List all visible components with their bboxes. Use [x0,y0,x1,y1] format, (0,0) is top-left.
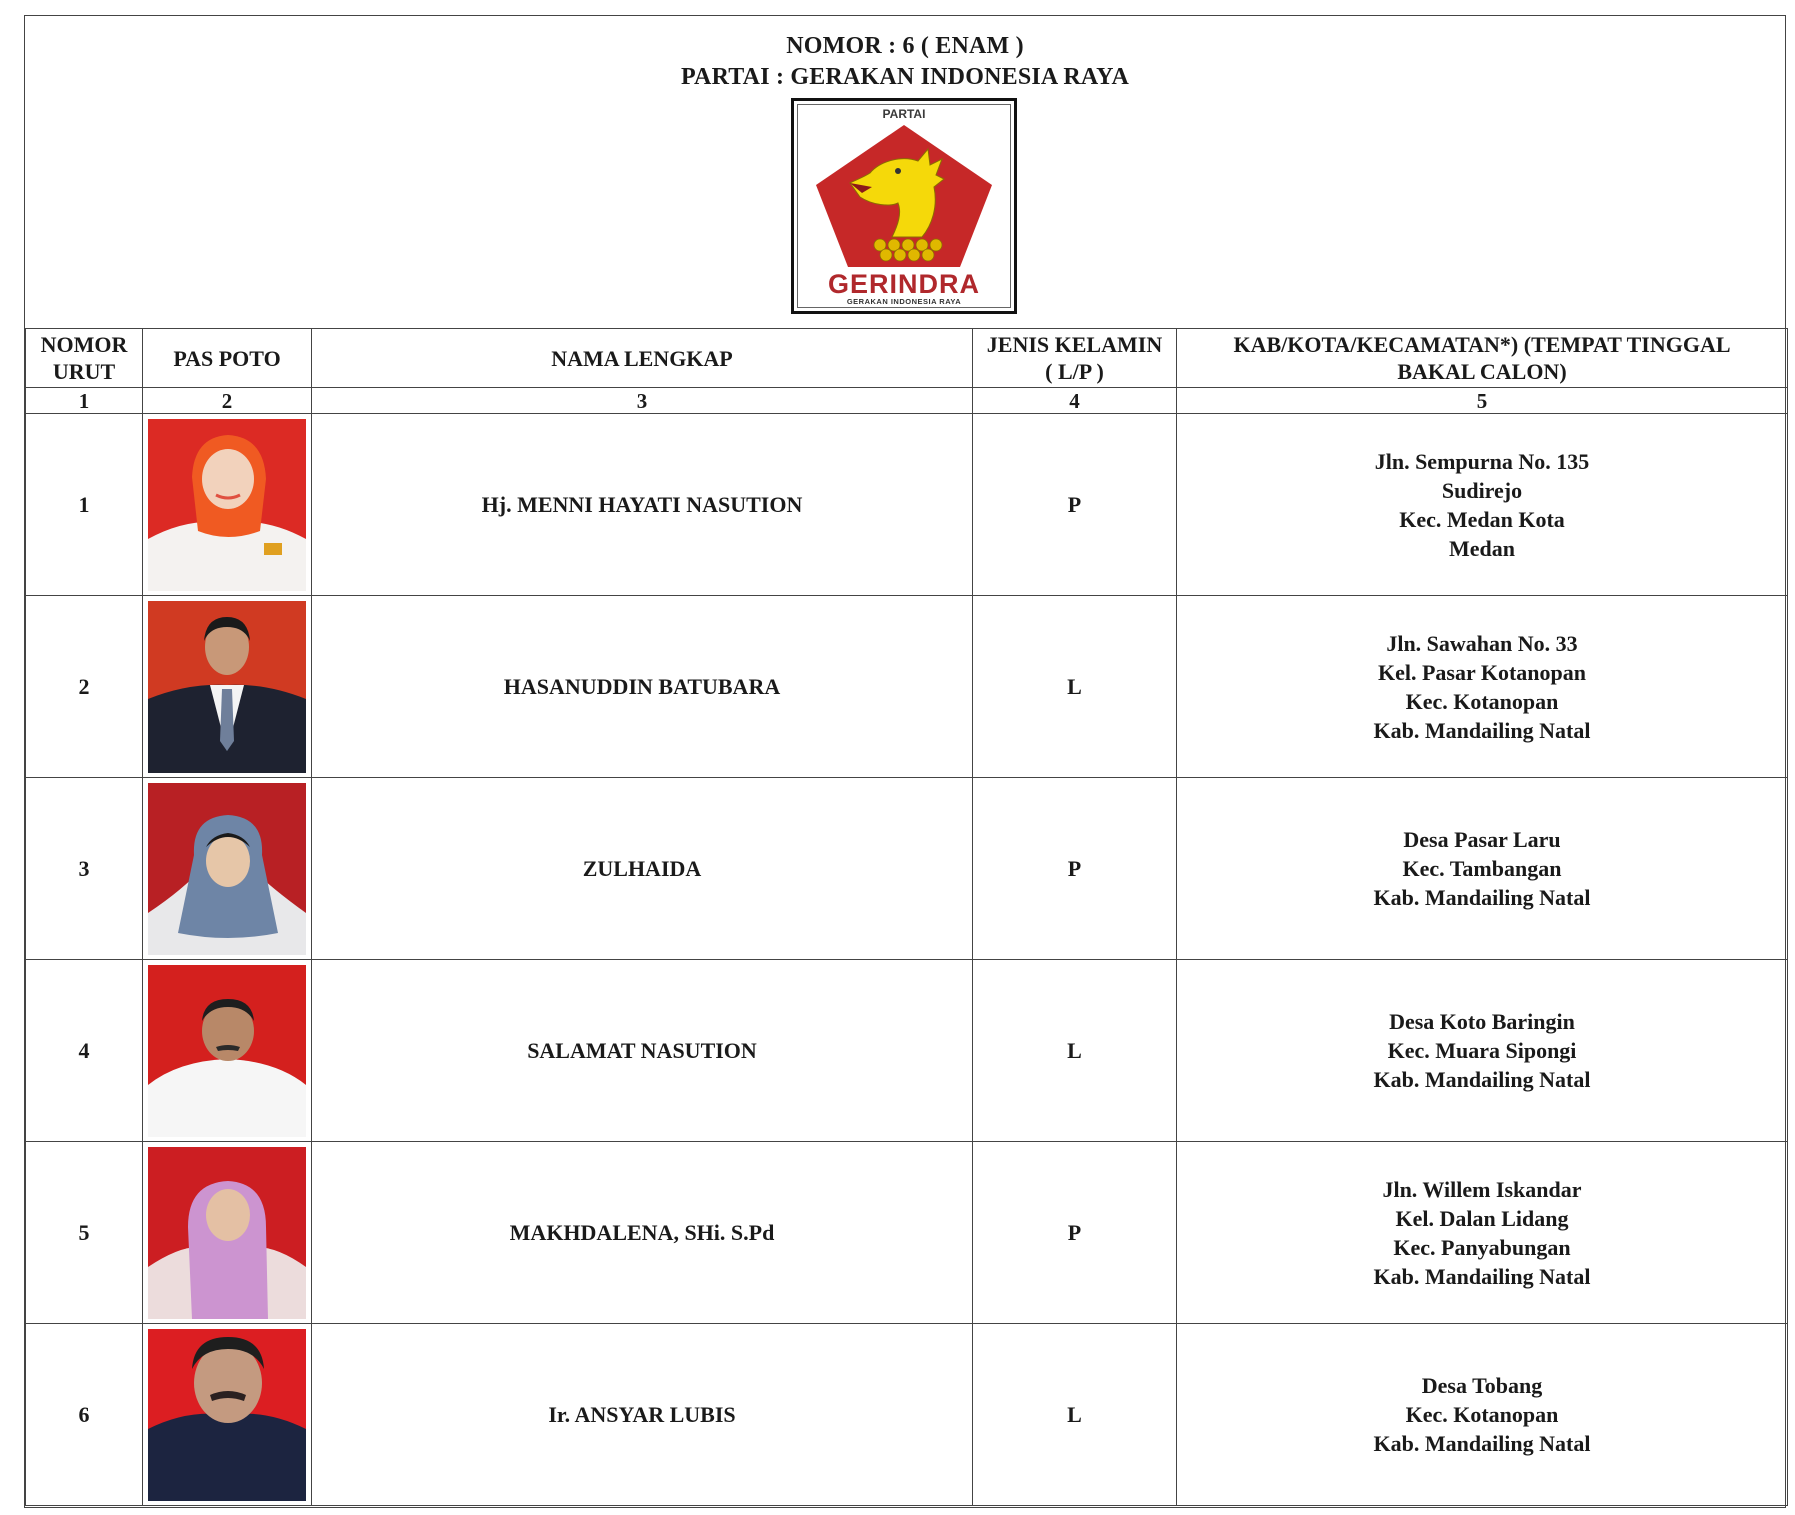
column-number: 5 [1177,388,1788,414]
photo-cell [143,596,312,778]
gerindra-logo [791,98,1017,314]
party-header [25,16,1785,328]
header-nama-lengkap: NAMA LENGKAP [312,329,973,388]
candidate-photo [148,783,306,955]
garuda-pentagon-icon [810,121,998,271]
header-pas-poto: PAS POTO [143,329,312,388]
candidate-address: Jln. Sempurna No. 135 Sudirejo Kec. Medan Kota Medan [1177,414,1788,596]
table-row [26,414,1788,596]
candidate-address: Desa Pasar Laru Kec. Tambangan Kab. Mandailing Natal [1177,778,1788,960]
photo-woman-orange-hijab-icon [148,419,306,591]
candidate-photo [148,601,306,773]
candidate-name: Hj. MENNI HAYATI NASUTION [312,414,973,596]
photo-man-white-shirt-icon [148,965,306,1137]
candidate-table [25,328,1788,1506]
candidate-name: HASANUDDIN BATUBARA [312,596,973,778]
logo-top-text: PARTAI [882,107,926,121]
column-number: 4 [973,388,1177,414]
candidate-address: Jln. Willem Iskandar Kel. Dalan Lidang Kec. Panyabungan Kab. Mandailing Natal [1177,1142,1788,1324]
candidate-gender: L [973,596,1177,778]
row-number: 2 [26,596,143,778]
nomor-title: NOMOR : 6 ( ENAM ) [786,33,1024,59]
row-number: 4 [26,960,143,1142]
table-header-row [26,329,1788,388]
photo-cell [143,1324,312,1506]
logo-subtitle: GERAKAN INDONESIA RAYA [846,297,962,306]
candidate-gender: L [973,1324,1177,1506]
photo-cell [143,778,312,960]
photo-cell [143,414,312,596]
photo-woman-pink-hijab-icon [148,1147,306,1319]
photo-cell [143,1142,312,1324]
table-row [26,596,1788,778]
column-number: 1 [26,388,143,414]
candidate-gender: P [973,778,1177,960]
candidate-photo [148,965,306,1137]
header-tempat-tinggal: KAB/KOTA/KECAMATAN*) (TEMPAT TINGGAL BAKAL CALON) [1177,329,1788,388]
table-row [26,1324,1788,1506]
candidate-name: Ir. ANSYAR LUBIS [312,1324,973,1506]
candidate-name: SALAMAT NASUTION [312,960,973,1142]
candidate-address: Desa Koto Baringin Kec. Muara Sipongi Kab. Mandailing Natal [1177,960,1788,1142]
candidate-list-sheet [24,15,1786,1508]
candidate-address: Jln. Sawahan No. 33 Kel. Pasar Kotanopan Kec. Kotanopan Kab. Mandailing Natal [1177,596,1788,778]
column-number: 2 [143,388,312,414]
header-nomor-urut: NOMOR URUT [26,329,143,388]
photo-cell [143,960,312,1142]
candidate-gender: L [973,960,1177,1142]
photo-man-suit-tie-icon [148,601,306,773]
candidate-photo [148,419,306,591]
candidate-gender: P [973,1142,1177,1324]
logo-brand-text: GERINDRA [827,269,980,299]
table-row [26,778,1788,960]
candidate-name: MAKHDALENA, SHi. S.Pd [312,1142,973,1324]
column-number-row [26,388,1788,414]
table-row [26,1142,1788,1324]
candidate-address: Desa Tobang Kec. Kotanopan Kab. Mandailing Natal [1177,1324,1788,1506]
photo-man-navy-uniform-icon [148,1329,306,1501]
candidate-gender: P [973,414,1177,596]
table-row [26,960,1788,1142]
header-jenis-kelamin: JENIS KELAMIN ( L/P ) [973,329,1177,388]
partai-title: PARTAI : GERAKAN INDONESIA RAYA [680,64,1130,90]
row-number: 5 [26,1142,143,1324]
row-number: 1 [26,414,143,596]
candidate-photo [148,1329,306,1501]
candidate-photo [148,1147,306,1319]
column-number: 3 [312,388,973,414]
candidate-name: ZULHAIDA [312,778,973,960]
photo-woman-grey-hijab-icon [148,783,306,955]
row-number: 3 [26,778,143,960]
row-number: 6 [26,1324,143,1506]
